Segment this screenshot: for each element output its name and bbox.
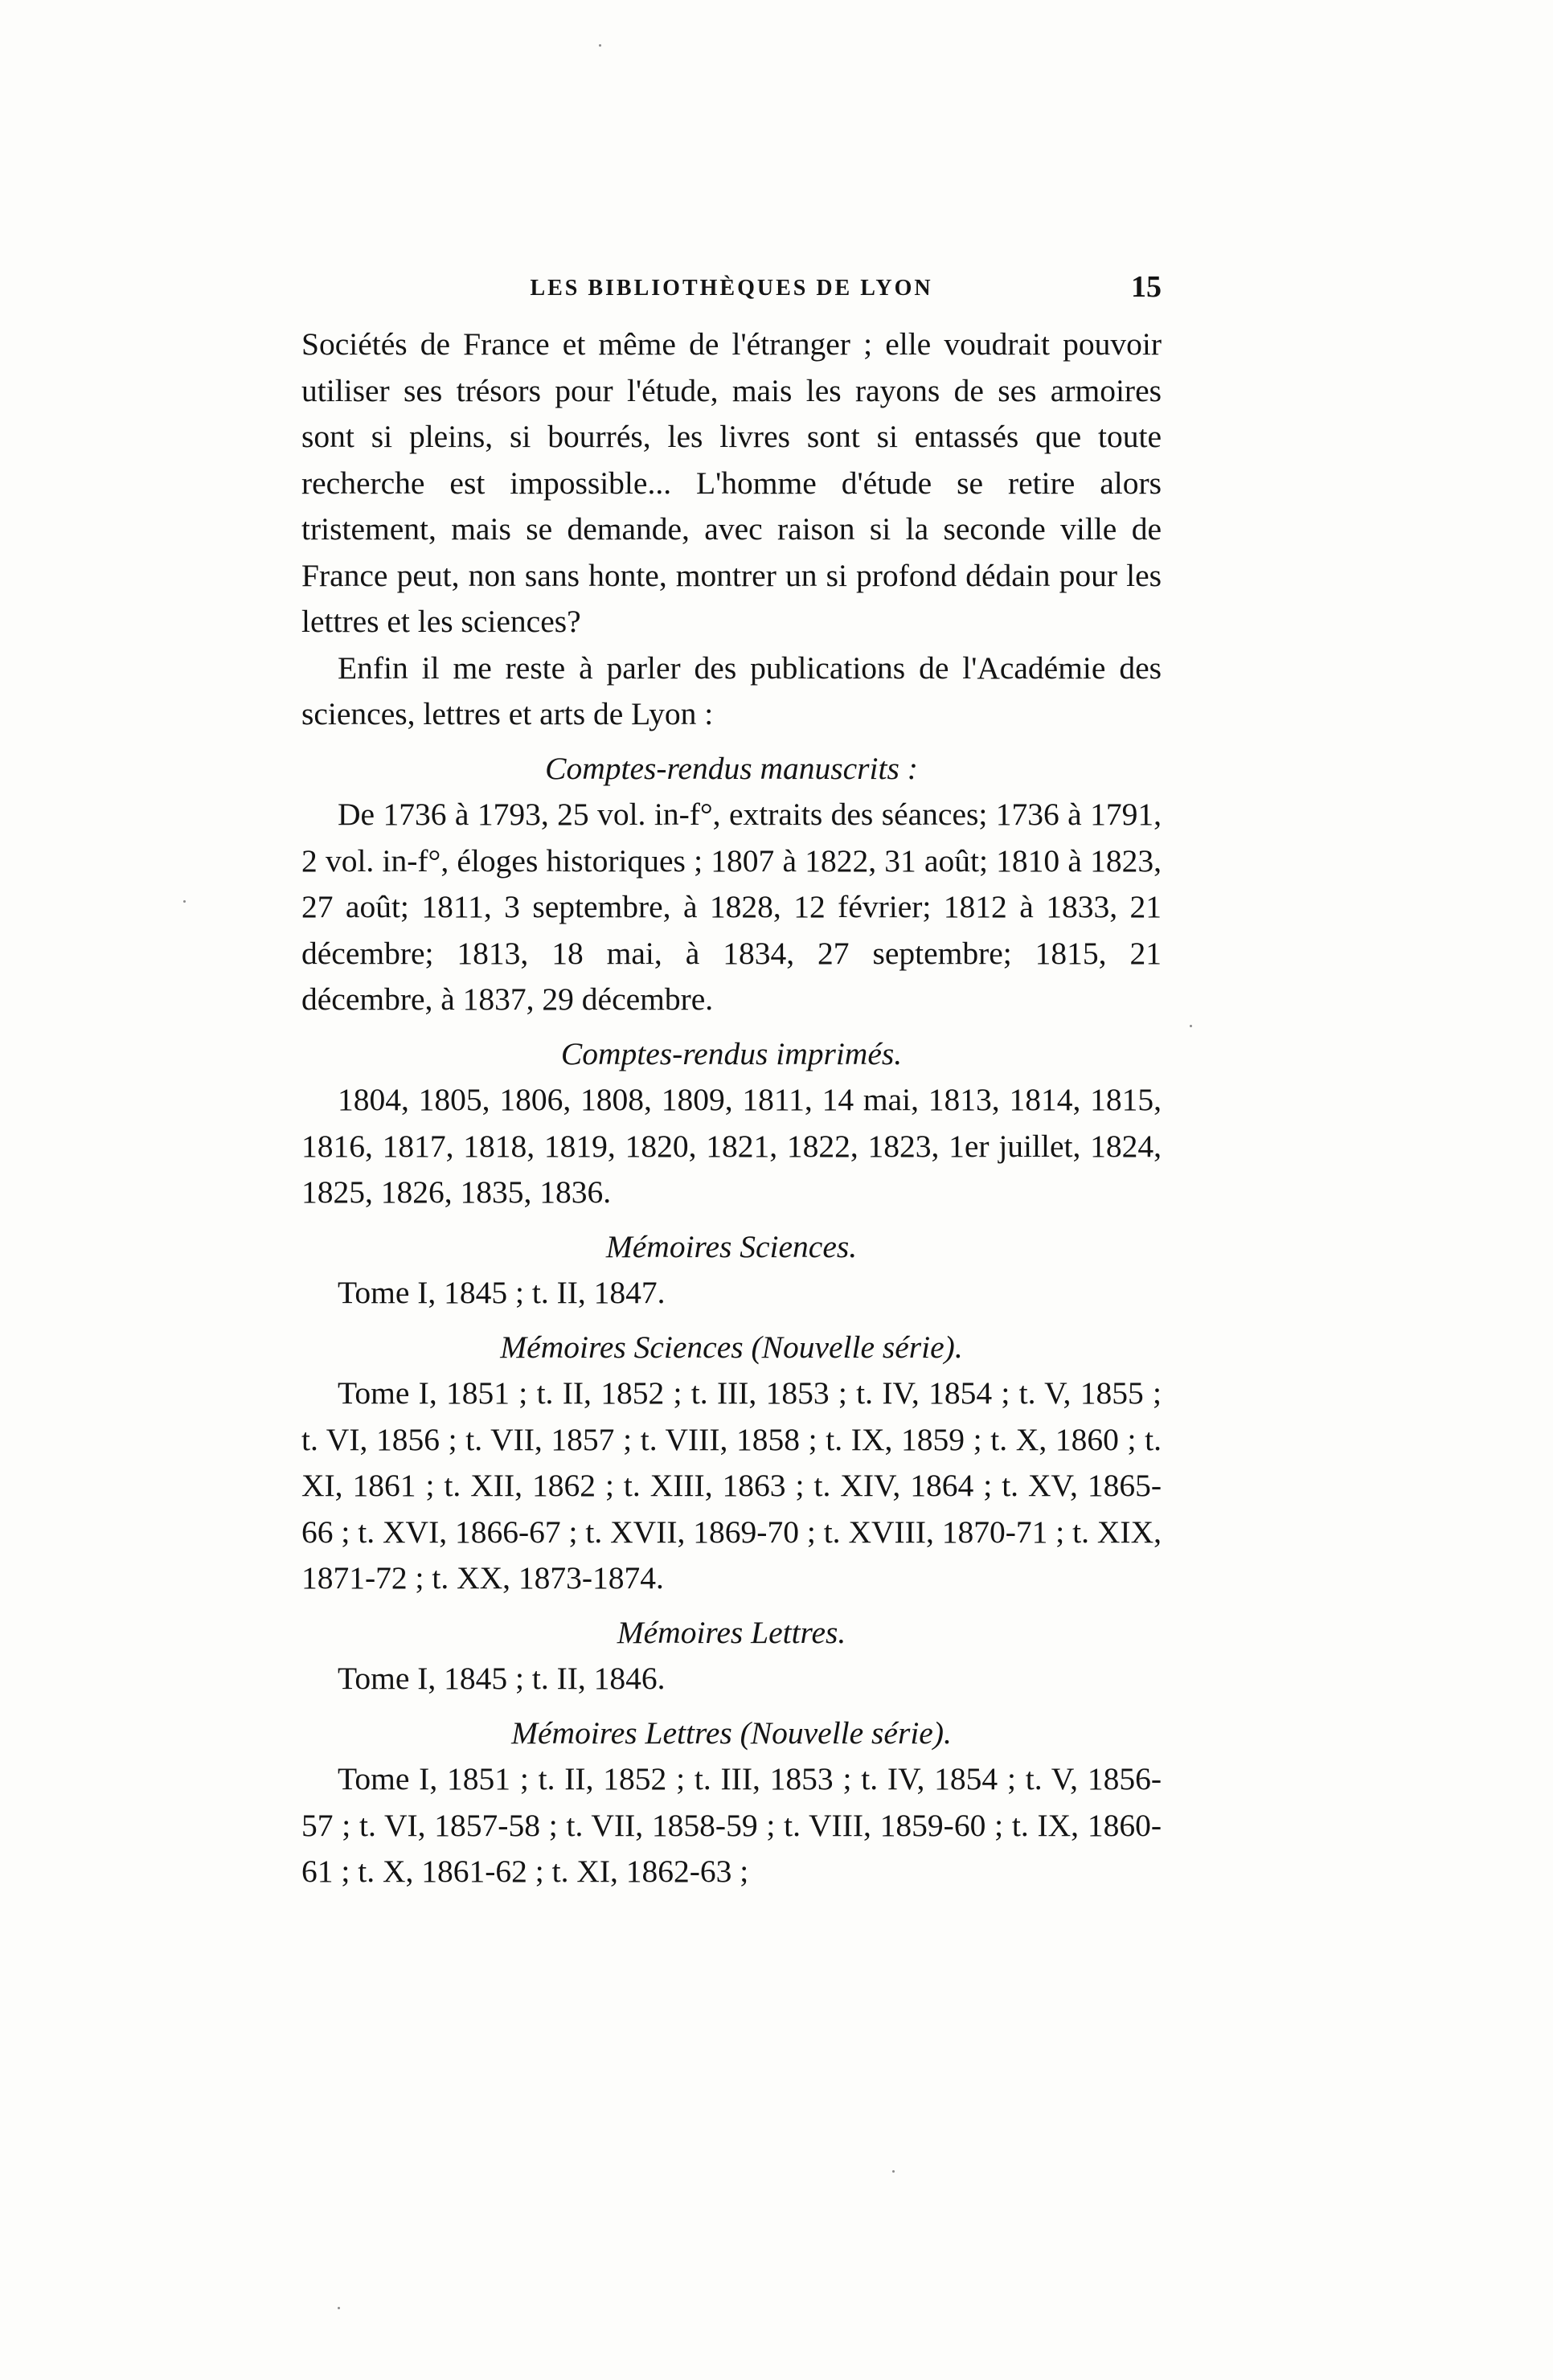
academie-paragraph: Enfin il me reste à parler des publications de l'Académie des sciences, lettres et arts de Lyon :: [301, 649, 1162, 731]
section-body: Tome I, 1851 ; t. II, 1852 ; t. III, 1853 ; t. IV, 1854 ; t. V, 1856-57 ; t. VI, 1857-58 ; t. VII, 1858-59 ; t. VIII, 1859-60 ; t. IX, 1860-61 ; t. X, 1861-62 ; t. XI, 1862-63 ;: [301, 1761, 1162, 1889]
scan-speck: [599, 44, 601, 47]
section-body: De 1736 à 1793, 25 vol. in-f°, extraits des séances; 1736 à 1791, 2 vol. in-f°, éloges historiques ; 1807 à 1822, 31 août; 1810 à 1823, 27 août; 1811, 3 septembre, à 1828, 12 février; 1812 à 1833, 21 décembre; 1813, 18 mai, à 1834, 27 septembre; 1815, 21 décembre, à 1837, 29 décembre.: [301, 797, 1162, 1017]
running-title: LES BIBLIOTHÈQUES DE LYON: [530, 276, 933, 301]
section-comptes-rendus-imprimes: [301, 1031, 1162, 1216]
section-heading: Comptes-rendus imprimés.: [560, 1035, 903, 1071]
section-memoires-sciences-nouvelle-serie: [301, 1325, 1162, 1602]
section-memoires-lettres: [301, 1610, 1162, 1702]
section-heading: Mémoires Lettres.: [617, 1614, 846, 1650]
section-heading: Mémoires Lettres (Nouvelle série).: [511, 1714, 952, 1751]
section-body: Tome I, 1845 ; t. II, 1847.: [338, 1275, 666, 1310]
scan-speck: [892, 2170, 895, 2173]
page-number: 15: [1131, 270, 1162, 304]
section-memoires-lettres-nouvelle-serie: [301, 1710, 1162, 1895]
scan-speck: [1190, 1025, 1192, 1027]
section-heading: Comptes-rendus manuscrits :: [545, 750, 918, 786]
section-heading: Mémoires Sciences (Nouvelle série).: [500, 1329, 963, 1365]
section-body: 1804, 1805, 1806, 1808, 1809, 1811, 14 mai, 1813, 1814, 1815, 1816, 1817, 1818, 1819, 1820, 1821, 1822, 1823, 1er juillet, 1824, 1825, 1826, 1835, 1836.: [301, 1082, 1162, 1210]
scan-speck: [338, 2307, 340, 2309]
intro-paragraph: Sociétés de France et même de l'étranger ; elle voudrait pouvoir utiliser ses trésors pour l'étude, mais les rayons de ses armoires sont si pleins, si bourrés, les livres sont si entassés que toute recherche est impossible... L'homme d'étude se retire alors tristement, mais se demande, avec raison si la seconde ville de France peut, non sans honte, montrer un si profond dédain pour les lettres et les sciences?: [301, 326, 1162, 639]
section-body: Tome I, 1851 ; t. II, 1852 ; t. III, 1853 ; t. IV, 1854 ; t. V, 1855 ; t. VI, 1856 ; t. VII, 1857 ; t. VIII, 1858 ; t. IX, 1859 ; t. X, 1860 ; t. XI, 1861 ; t. XII, 1862 ; t. XIII, 1863 ; t. XIV, 1864 ; t. XV, 1865-66 ; t. XVI, 1866-67 ; t. XVII, 1869-70 ; t. XVIII, 1870-71 ; t. XIX, 1871-72 ; t. XX, 1873-1874.: [301, 1375, 1162, 1596]
body-text: [301, 322, 1162, 1895]
section-comptes-rendus-manuscrits: [301, 746, 1162, 1023]
page-header: [301, 269, 1162, 309]
scan-speck: [183, 900, 186, 903]
section-heading: Mémoires Sciences.: [605, 1228, 858, 1264]
section-memoires-sciences: [301, 1224, 1162, 1317]
section-body: Tome I, 1845 ; t. II, 1846.: [338, 1661, 666, 1696]
